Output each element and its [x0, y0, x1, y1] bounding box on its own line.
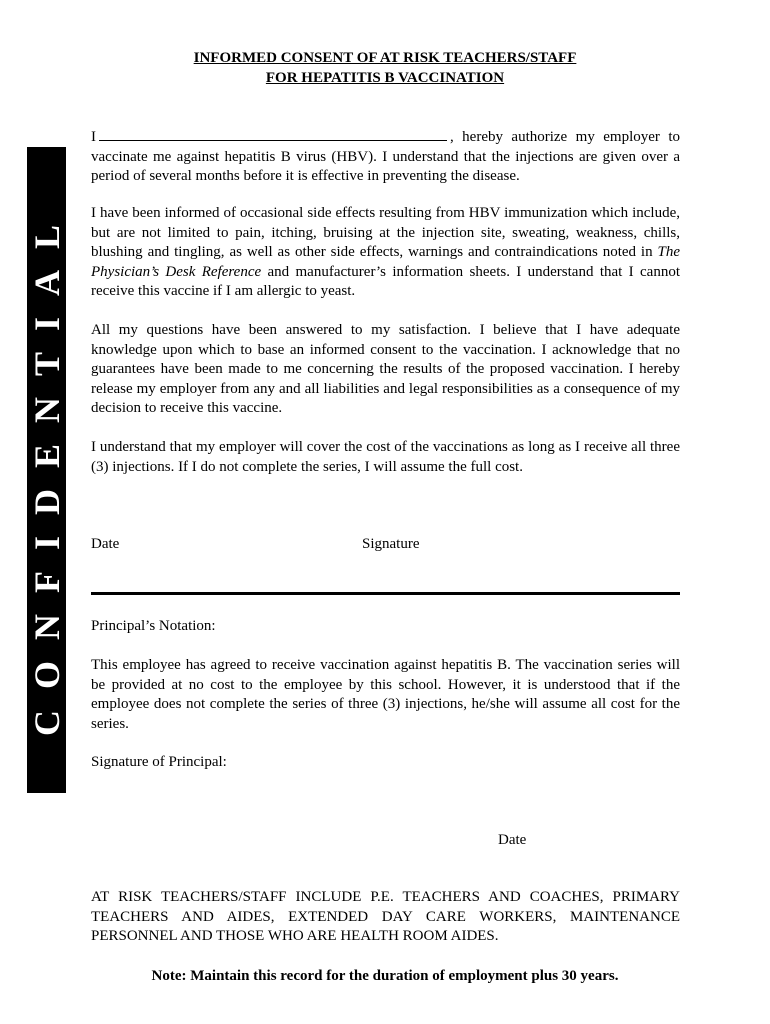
principal-notation-label: Principal’s Notation:	[91, 618, 216, 634]
document-title-line-2: FOR HEPATITIS B VACCINATION	[265, 70, 505, 86]
consent-paragraph-cost: I understand that my employer will cover the cost of the vaccinations as long as I receive all three (3) injections. If I do not complete the series, I will assume the full cost.	[91, 439, 680, 475]
confidential-banner	[27, 147, 66, 793]
retention-note: Note: Maintain this record for the duration of employment plus 30 years.	[151, 968, 619, 984]
consent-paragraph-side-effects	[91, 204, 680, 302]
consent-paragraph-questions: All my questions have been answered to my satisfaction. I believe that I have adequate knowledge upon which to base an informed consent to the vaccination. I acknowledge that no guarantees have been made to me concerning the results of the proposed vaccination. I hereby release my employer from any and all liabilities and legal responsibilities as a consequence of my decision to receive this vaccine.	[91, 322, 680, 416]
physicians-desk-reference: The Physician’s Desk Reference	[91, 244, 680, 280]
principal-signature-label: Signature of Principal:	[91, 754, 227, 770]
consent-i: I	[91, 129, 96, 145]
employee-name-field[interactable]	[99, 126, 447, 141]
principal-date-label: Date	[498, 832, 527, 848]
confidential-banner-text: CONFIDENTIAL	[27, 203, 66, 737]
consent-authorization-text: , hereby authorize my employer to vaccinate me against hepatitis B virus (HBV). I understand that the injections are given over a period of several months before it is effective in preventing the disease.	[91, 129, 680, 184]
consent-paragraph-authorization	[91, 126, 680, 187]
side-effects-text-1: I have been informed of occasional side effects resulting from HBV immunization which include, but are not limited to pain, itching, bruising at the injection site, sweating, weakness, chills, blushing and tingling, as well as other side effects, warnings and contraindications noted in	[91, 205, 680, 260]
side-effects-text-2: and manufacturer’s information sheets. I understand that I cannot receive this vaccine if I am allergic to yeast.	[91, 263, 680, 299]
date-label: Date	[91, 536, 120, 552]
at-risk-staff-paragraph: AT RISK TEACHERS/STAFF INCLUDE P.E. TEACHERS AND COACHES, PRIMARY TEACHERS AND AIDES, EXTENDED DAY CARE WORKERS, MAINTENANCE PERSONNEL AND THOSE WHO ARE HEALTH ROOM AIDES.	[91, 889, 680, 944]
document-title-line-1: INFORMED CONSENT OF AT RISK TEACHERS/STAFF	[193, 50, 577, 66]
signature-label: Signature	[362, 536, 420, 552]
section-divider	[91, 592, 680, 595]
principal-notation-paragraph: This employee has agreed to receive vaccination against hepatitis B. The vaccination series will be provided at no cost to the employee by this school. However, it is understood that if the employee does not complete the series of three (3) injections, he/she will assume all cost for the series.	[91, 657, 680, 732]
